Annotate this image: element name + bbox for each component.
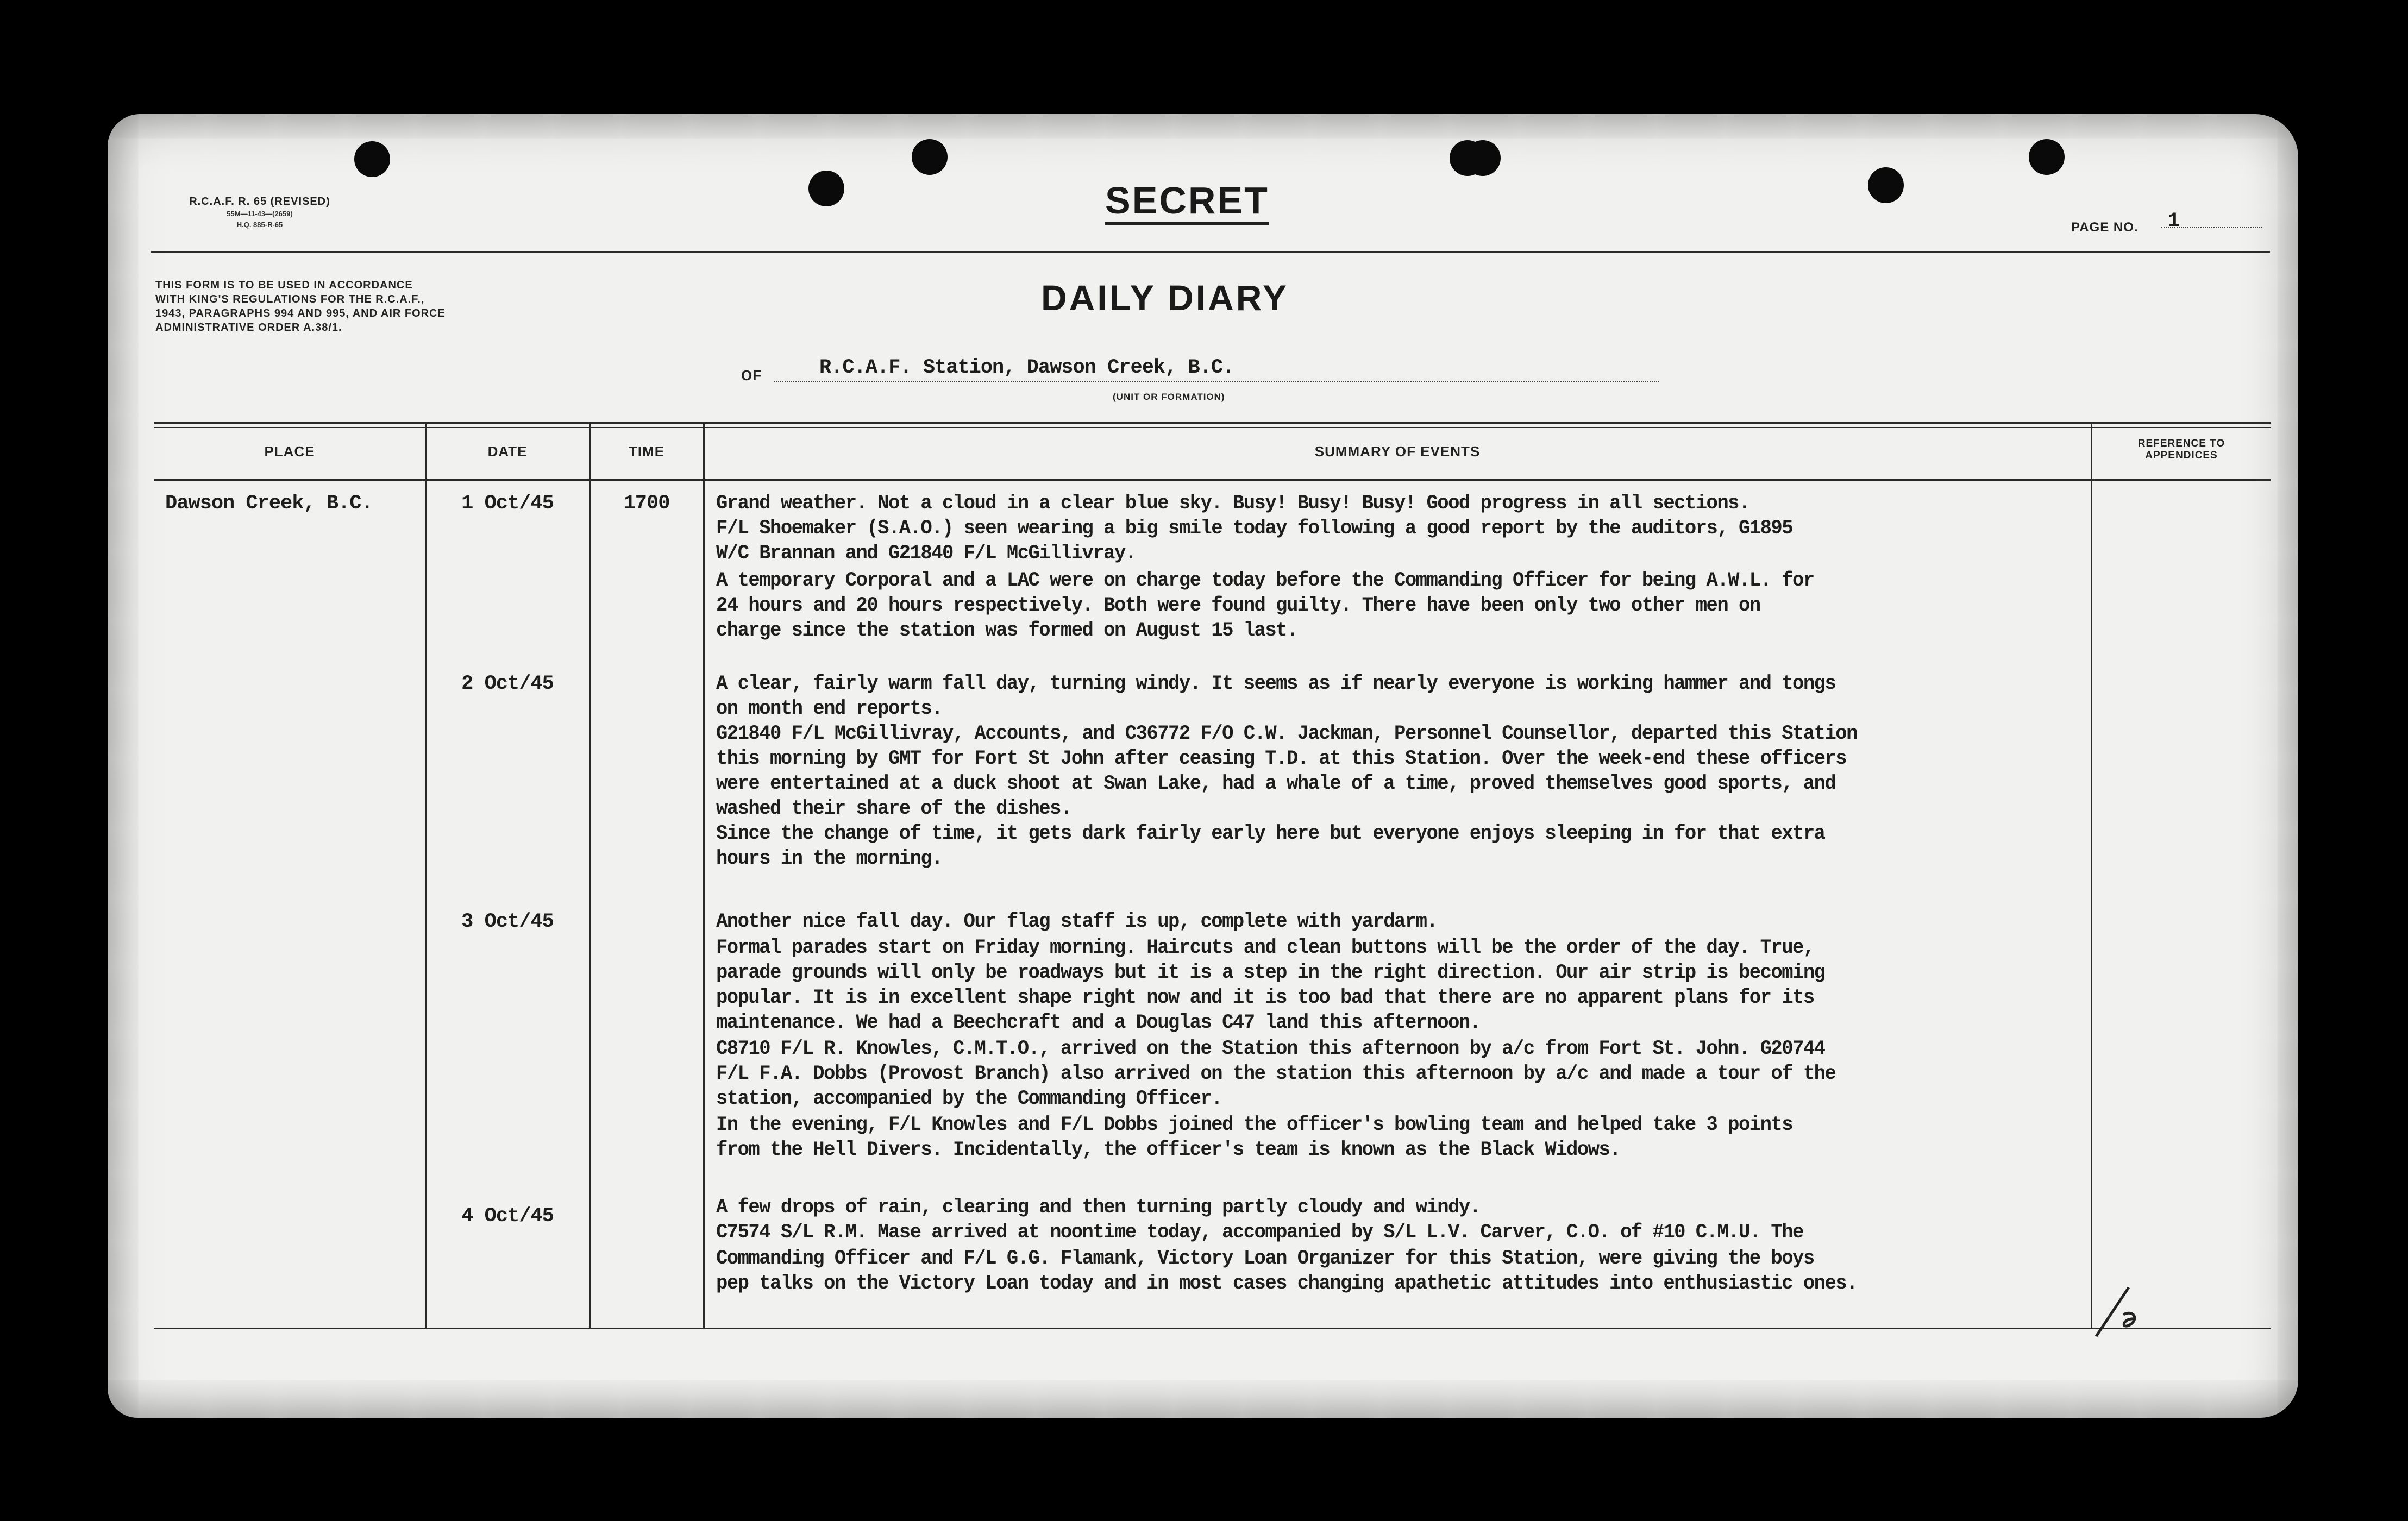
summary-line: on month end reports. — [716, 697, 943, 720]
form-code-block — [162, 194, 358, 230]
summary-line: parade grounds will only be roadways but it is a step in the right direction. Our air strip is becoming — [716, 961, 1825, 984]
column-header-reference — [2092, 438, 2271, 462]
entry-date: 4 Oct/45 — [461, 1205, 554, 1228]
summary-line: G21840 F/L McGillivray, Accounts, and C36772 F/O C.W. Jackman, Personnel Counsellor, departed this Station — [716, 722, 1857, 745]
punch-hole — [354, 141, 390, 177]
summary-line: Commanding Officer and F/L G.G. Flamank, Victory Loan Organizer for this Station, were giving the boys — [716, 1247, 1814, 1270]
summary-line: A few drops of rain, clearing and then turning partly cloudy and windy. — [716, 1196, 1481, 1219]
instruction-line: ADMINISTRATIVE ORDER A.38/1. — [155, 322, 342, 334]
punch-hole — [1465, 140, 1501, 176]
of-label: OF — [741, 367, 762, 384]
table-header-rule — [154, 479, 2271, 481]
reference-label-line: REFERENCE TO — [2137, 438, 2225, 449]
summary-line: maintenance. We had a Beechcraft and a Douglas C47 land this afternoon. — [716, 1011, 1481, 1034]
unit-caption: (UNIT OR FORMATION) — [1113, 392, 1225, 402]
summary-line: A temporary Corporal and a LAC were on charge today before the Commanding Officer for being A.W.L. for — [716, 569, 1814, 592]
summary-line: station, accompanied by the Commanding Officer. — [716, 1088, 1222, 1110]
instruction-block — [155, 278, 568, 335]
summary-line: Another nice fall day. Our flag staff is up, complete with yardarm. — [716, 910, 1438, 933]
summary-line: pep talks on the Victory Loan today and in most cases changing apathetic attitudes into enthusiastic ones. — [716, 1272, 1857, 1295]
entry-time: 1700 — [623, 492, 670, 515]
summary-line: this morning by GMT for Fort St John after ceasing T.D. at this Station. Over the week-end these officers — [716, 747, 1847, 770]
summary-line: were entertained at a duck shoot at Swan Lake, had a whale of a time, proved themselves good sports, and — [716, 772, 1836, 795]
summary-line: C7574 S/L R.M. Mase arrived at noontime today, accompanied by S/L L.V. Carver, C.O. of #10 C.M.U. The — [716, 1221, 1803, 1244]
summary-line: Grand weather. Not a cloud in a clear blue sky. Busy! Busy! Busy! Good progress in all sections. — [716, 492, 1749, 515]
unit-underline — [774, 381, 1659, 382]
summary-line: F/L F.A. Dobbs (Provost Branch) also arrived on the station this afternoon by a/c and made a tour of the — [716, 1063, 1836, 1085]
diary-sheet — [108, 114, 2298, 1418]
punch-hole — [2029, 139, 2065, 175]
initials-mark — [2091, 1277, 2150, 1342]
column-divider-place — [425, 422, 427, 1328]
table-top-rule — [154, 422, 2271, 424]
summary-line: hours in the morning. — [716, 847, 943, 870]
reference-label-line: APPENDICES — [2145, 450, 2218, 461]
unit-name: R.C.A.F. Station, Dawson Creek, B.C. — [819, 356, 1234, 379]
column-header-summary: SUMMARY OF EVENTS — [1314, 443, 1481, 460]
column-header-time: TIME — [628, 443, 665, 460]
column-header-place: PLACE — [264, 443, 315, 460]
summary-line: Formal parades start on Friday morning. Haircuts and clean buttons will be the order of the day. True, — [716, 937, 1814, 959]
entry-date: 3 Oct/45 — [461, 910, 554, 933]
summary-line: Since the change of time, it gets dark fairly early here but everyone enjoys sleeping in for that extra — [716, 822, 1825, 845]
summary-line: from the Hell Divers. Incidentally, the officer's team is known as the Black Widows. — [716, 1139, 1621, 1161]
summary-line: In the evening, F/L Knowles and F/L Dobbs joined the officer's bowling team and helped take 3 points — [716, 1114, 1793, 1136]
punch-hole — [912, 139, 948, 175]
table-bottom-rule — [154, 1328, 2271, 1329]
column-divider-summary — [2091, 422, 2092, 1328]
table-top-rule-thin — [154, 427, 2271, 428]
place-cell: Dawson Creek, B.C. — [165, 492, 373, 515]
summary-line: W/C Brannan and G21840 F/L McGillivray. — [716, 542, 1136, 565]
summary-line: washed their share of the dishes. — [716, 797, 1071, 820]
summary-line: F/L Shoemaker (S.A.O.) seen wearing a big smile today following a good report by the auditors, G1895 — [716, 517, 1793, 540]
summary-line: 24 hours and 20 hours respectively. Both were found guilty. There have been only two other men on — [716, 594, 1760, 617]
summary-line: charge since the station was formed on August 15 last. — [716, 619, 1297, 642]
entry-date: 2 Oct/45 — [461, 672, 554, 695]
header-divider — [151, 251, 2270, 253]
page-title: DAILY DIARY — [1041, 278, 1289, 318]
form-hq-code: H.Q. 885-R-65 — [236, 221, 283, 229]
summary-line: C8710 F/L R. Knowles, C.M.T.O., arrived on the Station this afternoon by a/c from Fort St. John. G20744 — [716, 1038, 1825, 1060]
instruction-line: THIS FORM IS TO BE USED IN ACCORDANCE — [155, 279, 413, 291]
summary-line: A clear, fairly warm fall day, turning windy. It seems as if nearly everyone is working hammer and tongs — [716, 672, 1836, 695]
column-header-date: DATE — [487, 443, 528, 460]
form-number: R.C.A.F. R. 65 (REVISED) — [189, 196, 330, 208]
punch-hole — [808, 171, 844, 206]
entry-date: 1 Oct/45 — [461, 492, 554, 515]
punch-hole — [1868, 167, 1904, 203]
classification-stamp: SECRET — [1105, 179, 1269, 225]
form-print-code: 55M—11-43—(2659) — [227, 210, 293, 218]
instruction-line: WITH KING'S REGULATIONS FOR THE R.C.A.F., — [155, 293, 425, 305]
column-divider-time — [703, 422, 705, 1328]
page-number: 1 — [2168, 210, 2180, 232]
instruction-line: 1943, PARAGRAPHS 994 AND 995, AND AIR FORCE — [155, 307, 446, 319]
column-divider-date — [589, 422, 591, 1328]
page-label: PAGE NO. — [2071, 220, 2139, 235]
summary-line: popular. It is in excellent shape right now and it is too bad that there are no apparent plans for its — [716, 986, 1814, 1009]
